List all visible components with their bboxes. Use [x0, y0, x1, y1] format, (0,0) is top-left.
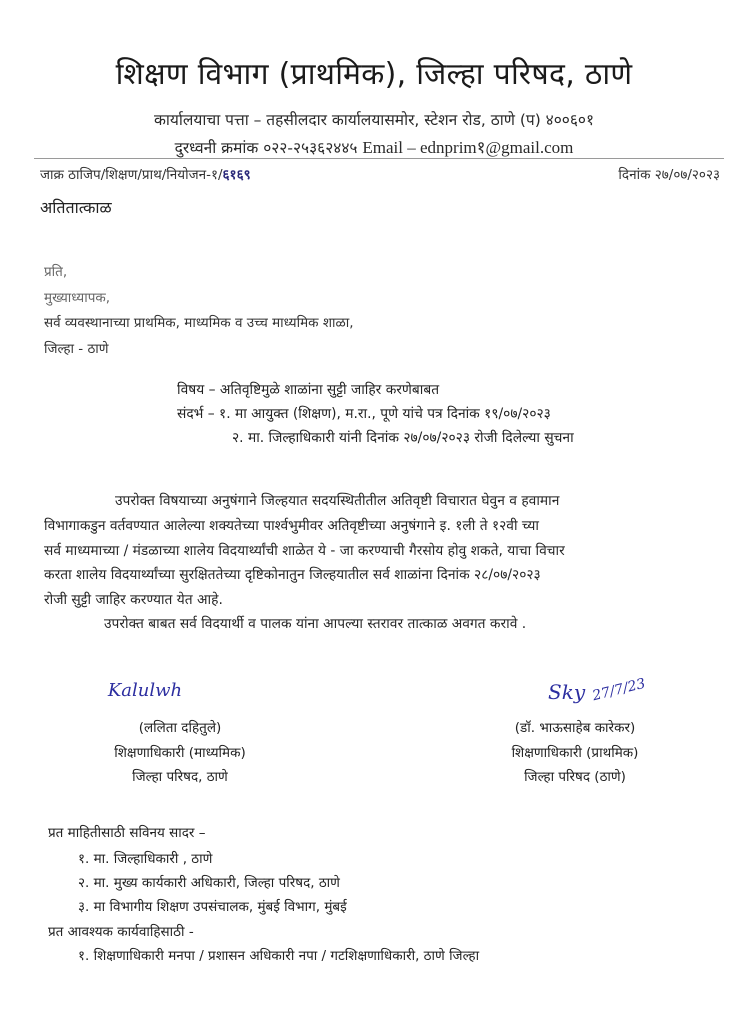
subject-line: विषय – अतिवृष्टिमुळे शाळांना सुट्टी जाहिर करणेबाबत	[177, 382, 440, 398]
signatory-left-office: जिल्हा परिषद, ठाणे	[132, 769, 228, 785]
email-address: Email – ednprim१@gmail.com	[362, 138, 574, 157]
signatory-right-name: (डॉ. भाऊसाहेब कारेकर)	[514, 720, 636, 736]
body-line: रोजी सुट्टी जाहिर करण्यात येत आहे.	[44, 592, 223, 608]
copy-action-item: १. शिक्षणाधिकारी मनपा / प्रशासन अधिकारी नपा / गटशिक्षणाधिकारी, ठाणे जिल्हा	[78, 948, 480, 964]
header-divider	[34, 158, 724, 159]
copy-info-item: २. मा. मुख्य कार्यकारी अधिकारी, जिल्हा परिषद, ठाणे	[78, 875, 340, 891]
copy-action-heading: प्रत आवश्यक कार्यवाहिसाठी -	[48, 924, 194, 940]
reference-1: संदर्भ – १. मा आयुक्त (शिक्षण), म.रा., पूणे यांचे पत्र दिनांक १९/०७/२०२३	[177, 406, 551, 422]
signatory-left-name: (ललिता दहितुले)	[138, 720, 222, 736]
letter-date: दिनांक २७/०७/२०२३	[618, 167, 720, 183]
copy-info-heading: प्रत माहितीसाठी सविनय सादर –	[48, 825, 206, 841]
copy-info-item: १. मा. जिल्हाधिकारी , ठाणे	[78, 851, 213, 867]
body-line: उपरोक्त बाबत सर्व विदयार्थी व पालक यांना आपल्या स्तरावर तात्काळ अवगत करावे .	[104, 616, 527, 632]
signatory-left-designation: शिक्षणाधिकारी (माध्यमिक)	[114, 745, 246, 761]
letterhead-title: शिक्षण विभाग (प्राथमिक), जिल्हा परिषद, ठाणे	[115, 57, 633, 92]
copy-info-item: ३. मा विभागीय शिक्षण उपसंचालक, मुंबई विभाग, मुंबई	[78, 899, 347, 915]
urgency-label: अतितात्काळ	[40, 198, 112, 217]
signature-left: Kalulwh	[107, 680, 183, 701]
body-line: विभागाकडुन वर्तवण्यात आलेल्या शक्यतेच्या पार्श्वभुमीवर अतिवृष्टीच्या अनुषंगाने इ. १ली ते १२वी च्या	[44, 518, 539, 534]
phone-number: दुरध्वनी क्रमांक ०२२-२५३६२४४५	[174, 139, 358, 157]
signatory-right-office: जिल्हा परिषद (ठाणे)	[524, 769, 626, 785]
signature-right: Sky	[548, 680, 586, 704]
body-line: सर्व माध्यमाच्या / मंडळाच्या शालेय विदयार्थ्यांची शाळेत ये - जा करण्याची गैरसोय होवु शकते, याचा विचार	[44, 543, 565, 559]
signature-date: 27/7/23	[590, 675, 648, 705]
body-line: करता शालेय विदयार्थ्यांच्या सुरक्षिततेच्या दृष्टिकोनातुन जिल्हयातील सर्व शाळांना दिनांक २८/०७/२०२३	[44, 567, 541, 583]
recipient-district: जिल्हा - ठाणे	[44, 341, 109, 357]
body-line: उपरोक्त विषयाच्या अनुषंगाने जिल्हयात सदयस्थितीतील अतिवृष्टी विचारात घेवुन व हवामान	[115, 493, 560, 509]
recipient-schools: सर्व व्यवस्थानाच्या प्राथमिक, माध्यमिक व उच्च माध्यमिक शाळा,	[44, 315, 354, 331]
reference-stamp-number: ६१६९	[222, 167, 251, 183]
reference-2: २. मा. जिल्हाधिकारी यांनी दिनांक २७/०७/२०२३ रोजी दिलेल्या सुचना	[232, 430, 574, 446]
recipient-salutation: प्रति,	[44, 264, 68, 280]
signatory-right-designation: शिक्षणाधिकारी (प्राथमिक)	[511, 745, 639, 761]
letterhead-contact	[0, 135, 748, 158]
letterhead-address: कार्यालयाचा पत्ता – तहसीलदार कार्यालयासमोर, स्टेशन रोड, ठाणे (प) ४००६०१	[153, 111, 595, 129]
reference-number	[40, 165, 251, 183]
reference-prefix: जाक्र ठाजिप/शिक्षण/प्राथ/नियोजन-१/	[40, 167, 223, 183]
recipient-title: मुख्याध्यापक,	[44, 290, 111, 306]
